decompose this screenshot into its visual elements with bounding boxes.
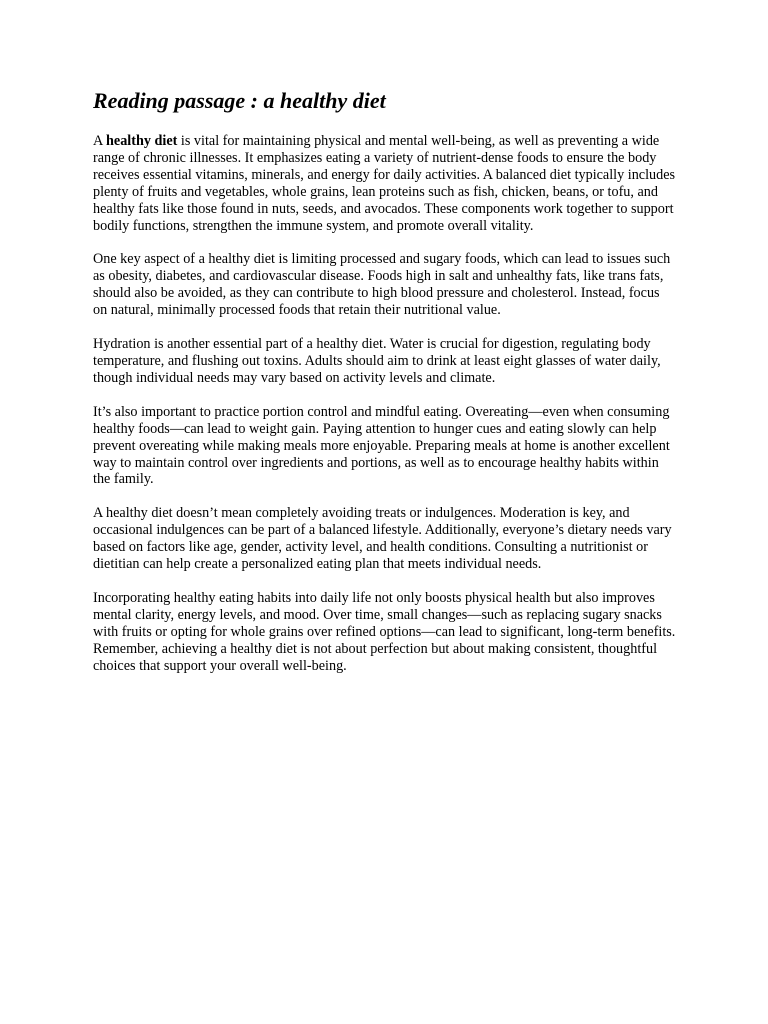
paragraph-6: Incorporating healthy eating habits into daily life not only boosts physical health but also improves mental clarity, energy levels, and mood. Over time, small changes—such as replacing sugary snacks with fruits or opting for whole grains over refined options—can lead to significant, long-term benefits. Remember, achieving a healthy diet is not about perfection but about making consistent, thoughtful choices that support your overall well-being.: [93, 589, 676, 674]
paragraph-1-text: is vital for maintaining physical and mental well-being, as well as preventing a wide range of chronic illnesses. It emphasizes eating a variety of nutrient-dense foods to ensure the body receives essential vitamins, minerals, and energy for daily activities. A balanced diet typically includes plenty of fruits and vegetables, whole grains, lean proteins such as fish, chicken, beans, or tofu, and healthy fats like those found in nuts, seeds, and avocados. These components work together to support bodily functions, strengthen the immune system, and promote overall vitality.: [93, 133, 676, 234]
paragraph-5: A healthy diet doesn’t mean completely avoiding treats or indulgences. Moderation is key, and occasional indulgences can be part of a balanced lifestyle. Additionally, everyone’s dietary needs vary based on factors like age, gender, activity level, and health conditions. Consulting a nutritionist or dietitian can help create a personalized eating plan that meets individual needs.: [93, 505, 672, 573]
paragraph-1: [93, 133, 677, 234]
document-title: Reading passage : a healthy diet: [93, 88, 386, 113]
paragraph-1-bold-term: healthy diet: [106, 133, 178, 149]
paragraph-2: One key aspect of a healthy diet is limiting processed and sugary foods, which can lead to issues such as obesity, diabetes, and cardiovascular disease. Foods high in salt and unhealthy fats, like trans fats, should also be avoided, as they can contribute to high blood pressure and cholesterol. Instead, focus on natural, minimally processed foods that retain their nutritional value.: [93, 251, 671, 319]
paragraph-3: Hydration is another essential part of a healthy diet. Water is crucial for digestion, regulating body temperature, and flushing out toxins. Adults should aim to drink at least eight glasses of water daily, though individual needs may vary based on activity levels and climate.: [93, 336, 661, 386]
paragraph-4: It’s also important to practice portion control and mindful eating. Overeating—even when consuming healthy foods—can lead to weight gain. Paying attention to hunger cues and eating slowly can help prevent overeating while making meals more enjoyable. Preparing meals at home is another excellent way to maintain control over ingredients and portions, as well as to encourage healthy habits within the family.: [93, 403, 670, 488]
paragraph-1-lead: A: [93, 133, 107, 149]
